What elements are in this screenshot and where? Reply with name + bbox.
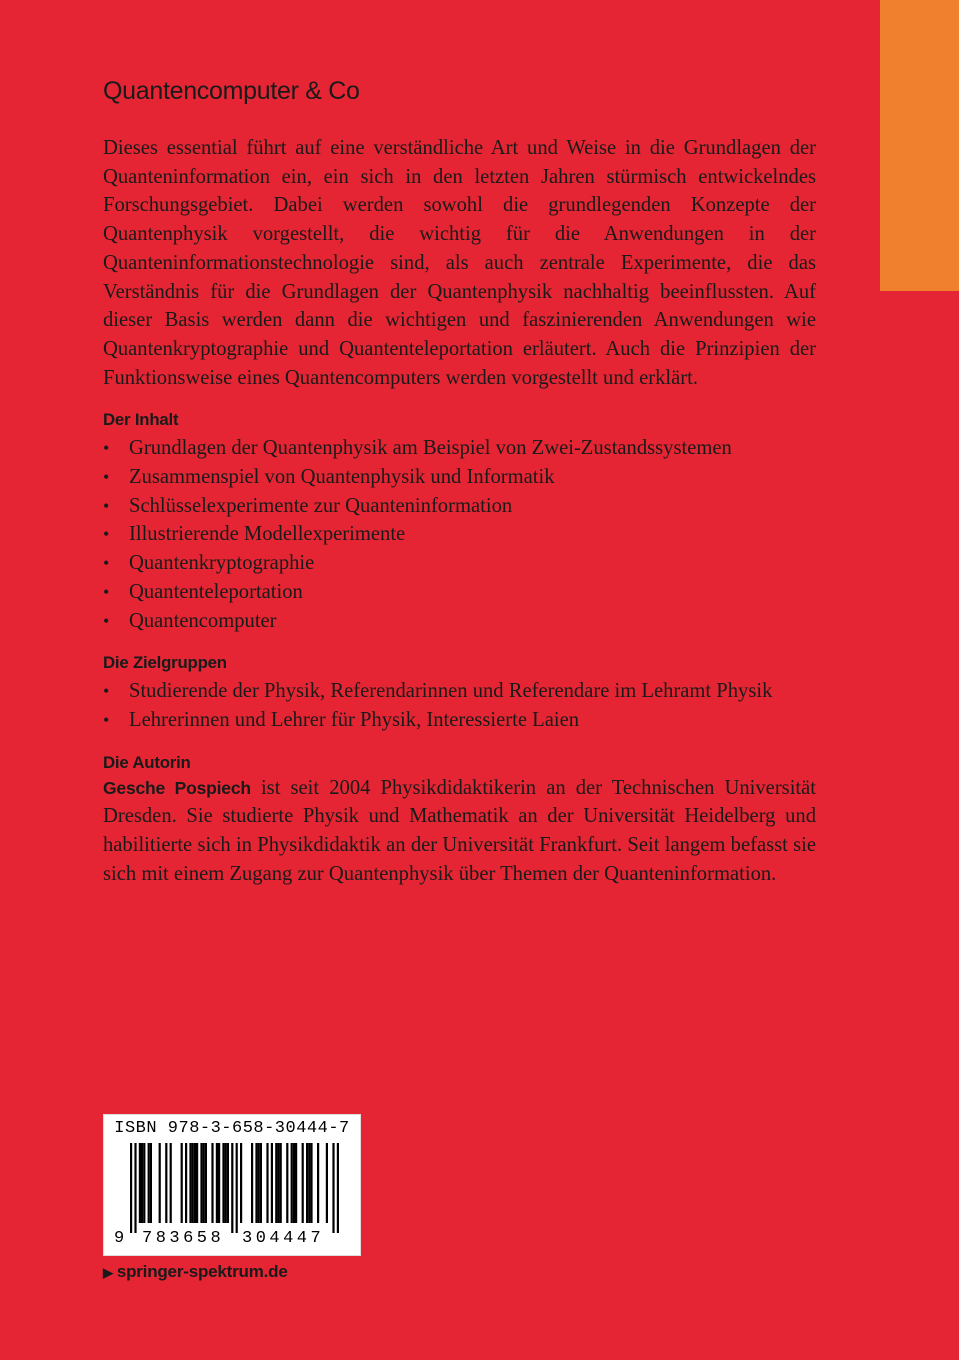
ean-digits (104, 1229, 360, 1255)
barcode-bar (295, 1143, 297, 1223)
barcode-bar (275, 1143, 277, 1223)
barcode-bar (258, 1143, 260, 1223)
list-item: • Quantenkryptographie (103, 549, 816, 578)
barcode-bar (326, 1143, 328, 1223)
list-item: • Grundlagen der Quantenphysik am Beispiel von Zwei-Zustandssystemen (103, 434, 816, 463)
barcode-bars (104, 1143, 360, 1233)
barcode-bar (293, 1143, 295, 1223)
bullet-icon: • (103, 681, 110, 702)
list-item: • Schlüsselexperimente zur Quanteninformation (103, 492, 816, 521)
barcode-bar (165, 1143, 167, 1223)
list-item: • Studierende der Physik, Referendarinnen und Referendare im Lehramt Physik (103, 677, 816, 706)
bullet-icon: • (103, 709, 110, 730)
barcode-bar (203, 1143, 205, 1223)
barcode-bar (216, 1143, 218, 1223)
ean-right-digits: 304447 (242, 1229, 325, 1248)
audience-section (103, 652, 816, 734)
audience-heading: Die Zielgruppen (103, 653, 227, 673)
ean-first-digit: 9 (114, 1229, 125, 1248)
list-item: • Illustrierende Modellexperimente (103, 520, 816, 549)
barcode-bar (211, 1143, 213, 1223)
barcode-bar (227, 1143, 229, 1223)
bullet-icon: • (103, 495, 110, 516)
contents-list (103, 434, 816, 635)
barcode-bar (310, 1143, 312, 1223)
barcode-bar (143, 1143, 145, 1223)
barcode-bar (148, 1143, 150, 1223)
barcode-bar (141, 1143, 143, 1223)
orange-accent-tab (880, 0, 959, 291)
barcode-bar (159, 1143, 161, 1223)
audience-list (103, 677, 816, 734)
barcode-bar (225, 1143, 227, 1223)
barcode-bar (130, 1143, 132, 1233)
barcode-bar (194, 1143, 196, 1223)
bullet-icon: • (103, 524, 110, 545)
bullet-icon: • (103, 581, 110, 602)
barcode-bar (218, 1143, 220, 1223)
barcode-bar (308, 1143, 310, 1223)
barcode-bar (337, 1143, 339, 1233)
author-heading: Die Autorin (103, 752, 191, 772)
barcode-bar (205, 1143, 207, 1223)
publisher-link-text: springer-spektrum.de (116, 1262, 288, 1281)
bullet-icon: • (103, 610, 110, 631)
book-description: Dieses essential führt auf eine verständliche Art und Weise in die Grundlagen der Quanteninformation ein, ein sich in den letzten Jahren stürmisch entwickelndes Forschungsgebiet. Dabei werden sowohl die grundlegenden Konzepte der Quantenphysik vorgestellt, die wichtig für die Anwendungen in der Quanteninformationstechnologie sind, als auch zentrale Experimente, die das Verständnis für die Grundlagen der Quantenphysik nachhaltig beeinflussten. Auf dieser Basis werden dann die wichtigen und faszinierenden Anwendungen wie Quantenkryptographie und Quantenteleportation erläutert. Auch die Prinzipien der Funktionsweise eines Quantencomputers werden vorgestellt und erklärt. (103, 137, 816, 389)
barcode-bar (196, 1143, 198, 1223)
list-item: • Zusammenspiel von Quantenphysik und Informatik (103, 463, 816, 492)
barcode-bar (277, 1143, 279, 1223)
barcode-bar (240, 1143, 242, 1223)
barcode-bar (255, 1143, 257, 1223)
bullet-icon: • (103, 553, 110, 574)
barcode-bar (139, 1143, 141, 1223)
bullet-icon: • (103, 467, 110, 488)
barcode-bar (150, 1143, 152, 1223)
author-bio-text: ist seit 2004 Physikdidaktikerin an der Technischen Universität Dresden. Sie studierte Physik und Mathematik an der Universität Heidelberg und habilitierte sich in Physikdidaktik an der Universität Frankfurt. Seit langem befasst sie sich mit einem Zugang zur Quantenphysik über Themen der Quanteninformation. (103, 776, 816, 885)
barcode-bar (222, 1143, 224, 1223)
barcode-bar (302, 1143, 304, 1223)
barcode-bar (181, 1143, 183, 1223)
barcode-bar (189, 1143, 191, 1223)
list-item: • Quantenteleportation (103, 578, 816, 607)
barcode-bar (266, 1143, 268, 1223)
contents-section (103, 409, 816, 635)
isbn-label: ISBN 978-3-658-30444-7 (114, 1119, 350, 1138)
barcode-bar (332, 1143, 334, 1233)
author-section (103, 752, 816, 889)
barcode-bar (271, 1143, 273, 1223)
list-item: • Quantencomputer (103, 607, 816, 636)
contents-heading: Der Inhalt (103, 410, 179, 430)
barcode-bar (236, 1143, 238, 1233)
barcode-bar (291, 1143, 293, 1223)
barcode-bar (317, 1143, 319, 1223)
barcode-bar (185, 1143, 187, 1223)
ean-left-digits: 783658 (142, 1229, 225, 1248)
barcode-bar (286, 1143, 288, 1223)
play-arrow-icon: ▶ (103, 1265, 113, 1280)
publisher-link[interactable] (103, 1262, 288, 1282)
barcode-bar (231, 1143, 233, 1233)
bullet-icon: • (103, 438, 110, 459)
barcode-bar (260, 1143, 262, 1223)
barcode-bar (134, 1143, 136, 1233)
list-item: • Lehrerinnen und Lehrer für Physik, Interessierte Laien (103, 706, 816, 735)
barcode-bar (170, 1143, 172, 1223)
book-title: Quantencomputer & Co (103, 77, 360, 105)
barcode-bar (251, 1143, 253, 1223)
back-cover-content (103, 76, 816, 888)
barcode-bar (200, 1143, 202, 1223)
isbn-barcode (103, 1114, 361, 1256)
barcode-bar (192, 1143, 194, 1223)
author-bio (103, 774, 816, 889)
barcode-bar (306, 1143, 308, 1223)
author-name: Gesche Pospiech (103, 777, 251, 798)
barcode-bar (280, 1143, 282, 1223)
